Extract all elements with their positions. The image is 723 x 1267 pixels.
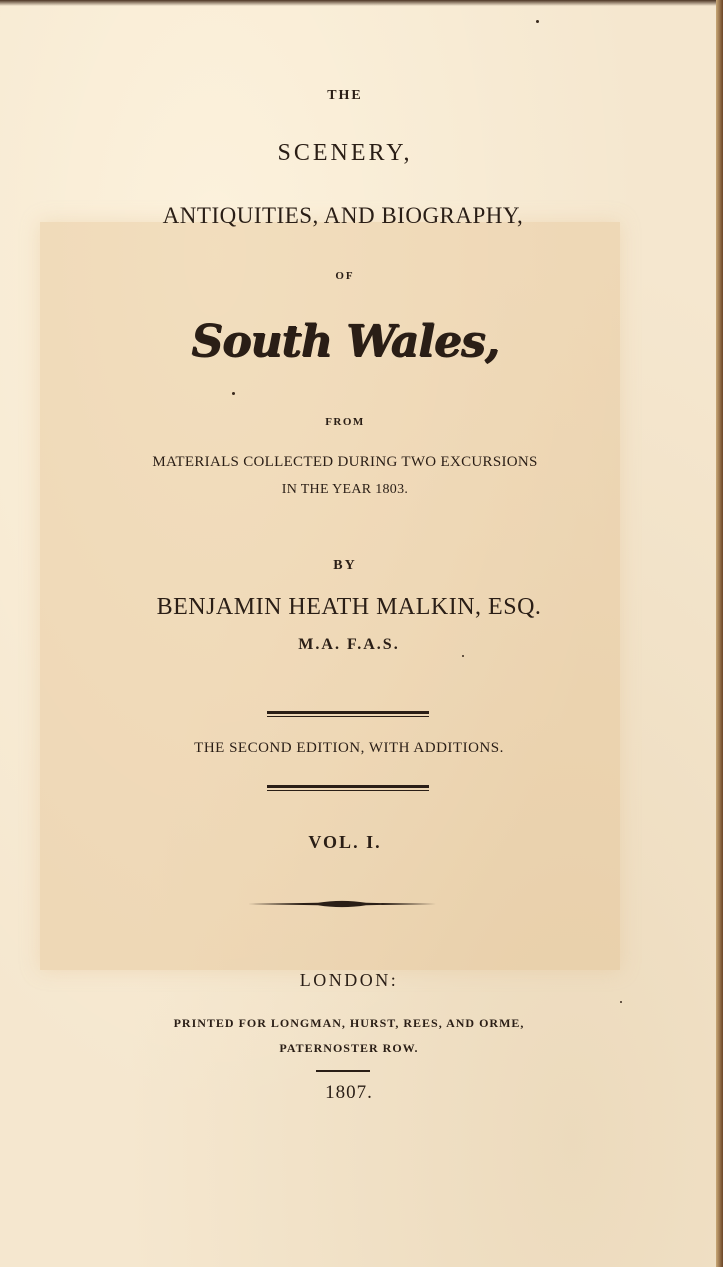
volume-label: VOL. I. (308, 832, 382, 852)
author-name: BENJAMIN HEATH MALKIN, ESQ. (156, 594, 542, 620)
imprint-city: LONDON: (299, 970, 399, 990)
page-right-edge (716, 0, 723, 1267)
page-top-edge (0, 0, 723, 6)
imprint-year: 1807. (325, 1082, 373, 1103)
subtitle-line-2: IN THE YEAR 1803. (281, 482, 409, 497)
ornamental-rule (248, 896, 436, 912)
imprint-printer-line-1: PRINTED FOR LONGMAN, HURST, REES, AND ORME, (173, 1016, 525, 1030)
double-rule-top (267, 711, 429, 717)
title-of: OF (335, 270, 355, 282)
paper-speck (232, 392, 235, 395)
title-antiquities: ANTIQUITIES, AND BIOGRAPHY, (162, 203, 524, 228)
imprint-printer-line-2: PATERNOSTER ROW. (279, 1041, 419, 1055)
byline-by: BY (333, 558, 357, 573)
title-place: South Wales, (191, 316, 499, 367)
subtitle-line-1: MATERIALS COLLECTED DURING TWO EXCURSIONS (152, 454, 538, 470)
paper-speck (462, 655, 464, 657)
title-scenery: SCENERY, (277, 140, 413, 166)
subtitle-from: FROM (325, 416, 365, 428)
author-degrees: M.A. F.A.S. (298, 636, 400, 653)
short-rule (316, 1070, 370, 1072)
paper-speck (536, 20, 539, 23)
paper-speck (620, 1001, 622, 1003)
title-the: THE (327, 88, 363, 103)
edition-statement: THE SECOND EDITION, WITH ADDITIONS. (194, 740, 504, 756)
double-rule-bottom (267, 785, 429, 791)
